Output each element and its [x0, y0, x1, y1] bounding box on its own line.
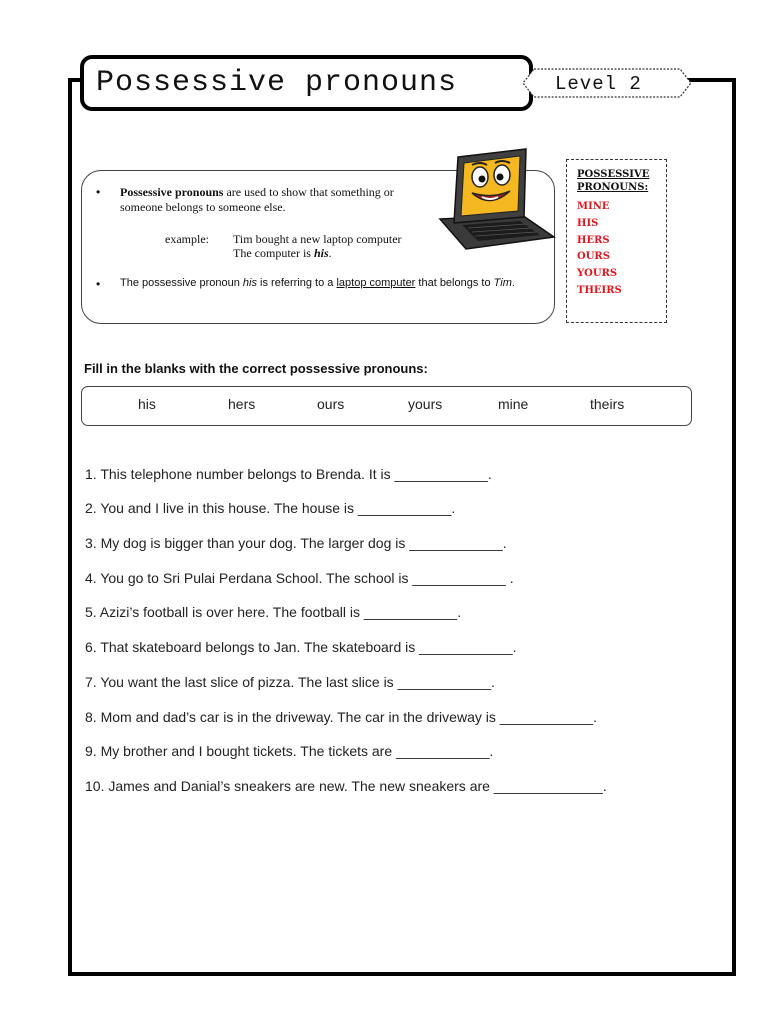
pronoun-item: HERS	[577, 234, 610, 246]
pronoun-item: MINE	[577, 201, 610, 212]
question-10: 10. James and Danial’s sneakers are new. The new sneakers are ______________.	[85, 778, 607, 794]
pronoun-item: YOURS	[577, 268, 618, 280]
word-bank-item: ours	[317, 396, 345, 412]
page-title: Possessive pronouns	[96, 66, 458, 100]
question-8: 8. Mom and dad’s car is in the driveway. The car in the driveway is ____________.	[85, 709, 598, 725]
example-pronoun: his	[313, 246, 329, 260]
pronoun-item: OURS	[577, 251, 610, 263]
pronoun-list-title: POSSESSIVE PRONOUNS:	[577, 169, 650, 193]
pronoun-list	[577, 199, 622, 300]
pronoun-item: HIS	[577, 217, 599, 229]
question-5: 5. Azizi’s football is over here. The football is ____________.	[85, 604, 462, 620]
question-3: 3. My dog is bigger than your dog. The larger dog is ____________.	[85, 535, 507, 551]
word-bank-item: his	[138, 396, 156, 412]
question-2: 2. You and I live in this house. The house is ____________.	[85, 500, 456, 516]
example-sentence-2: The computer is his.	[233, 246, 332, 260]
bullet-dot: •	[96, 277, 101, 291]
exercise-instruction: Fill in the blanks with the correct possessive pronouns:	[84, 361, 428, 376]
laptop-cartoon-icon	[432, 145, 560, 253]
question-9: 9. My brother and I bought tickets. The tickets are ____________.	[85, 743, 494, 759]
word-bank-item: mine	[498, 396, 529, 412]
pronoun-item: THEIRS	[577, 284, 622, 296]
question-1: 1. This telephone number belongs to Brenda. It is ____________.	[85, 466, 492, 482]
explanation-text: The possessive pronoun his is referring to a laptop computer that belongs to Tim.	[120, 277, 515, 289]
question-7: 7. You want the last slice of pizza. The last slice is ____________.	[85, 674, 495, 690]
definition-term: Possessive pronouns	[120, 185, 224, 199]
question-4: 4. You go to Sri Pulai Perdana School. The school is ____________ .	[85, 570, 514, 586]
level-label: Level 2	[555, 73, 642, 95]
word-bank-item: yours	[408, 396, 443, 412]
definition-text	[120, 185, 420, 215]
word-bank-item: hers	[228, 396, 256, 412]
bullet-dot: •	[96, 185, 101, 199]
example-sentence-1: Tim bought a new laptop computer	[233, 232, 402, 246]
question-6: 6. That skateboard belongs to Jan. The skateboard is ____________.	[85, 639, 517, 655]
word-bank-item: theirs	[590, 396, 625, 412]
definition-rest: are used to show that something or someone belongs to someone else.	[120, 185, 394, 214]
example-label: example:	[165, 232, 209, 246]
